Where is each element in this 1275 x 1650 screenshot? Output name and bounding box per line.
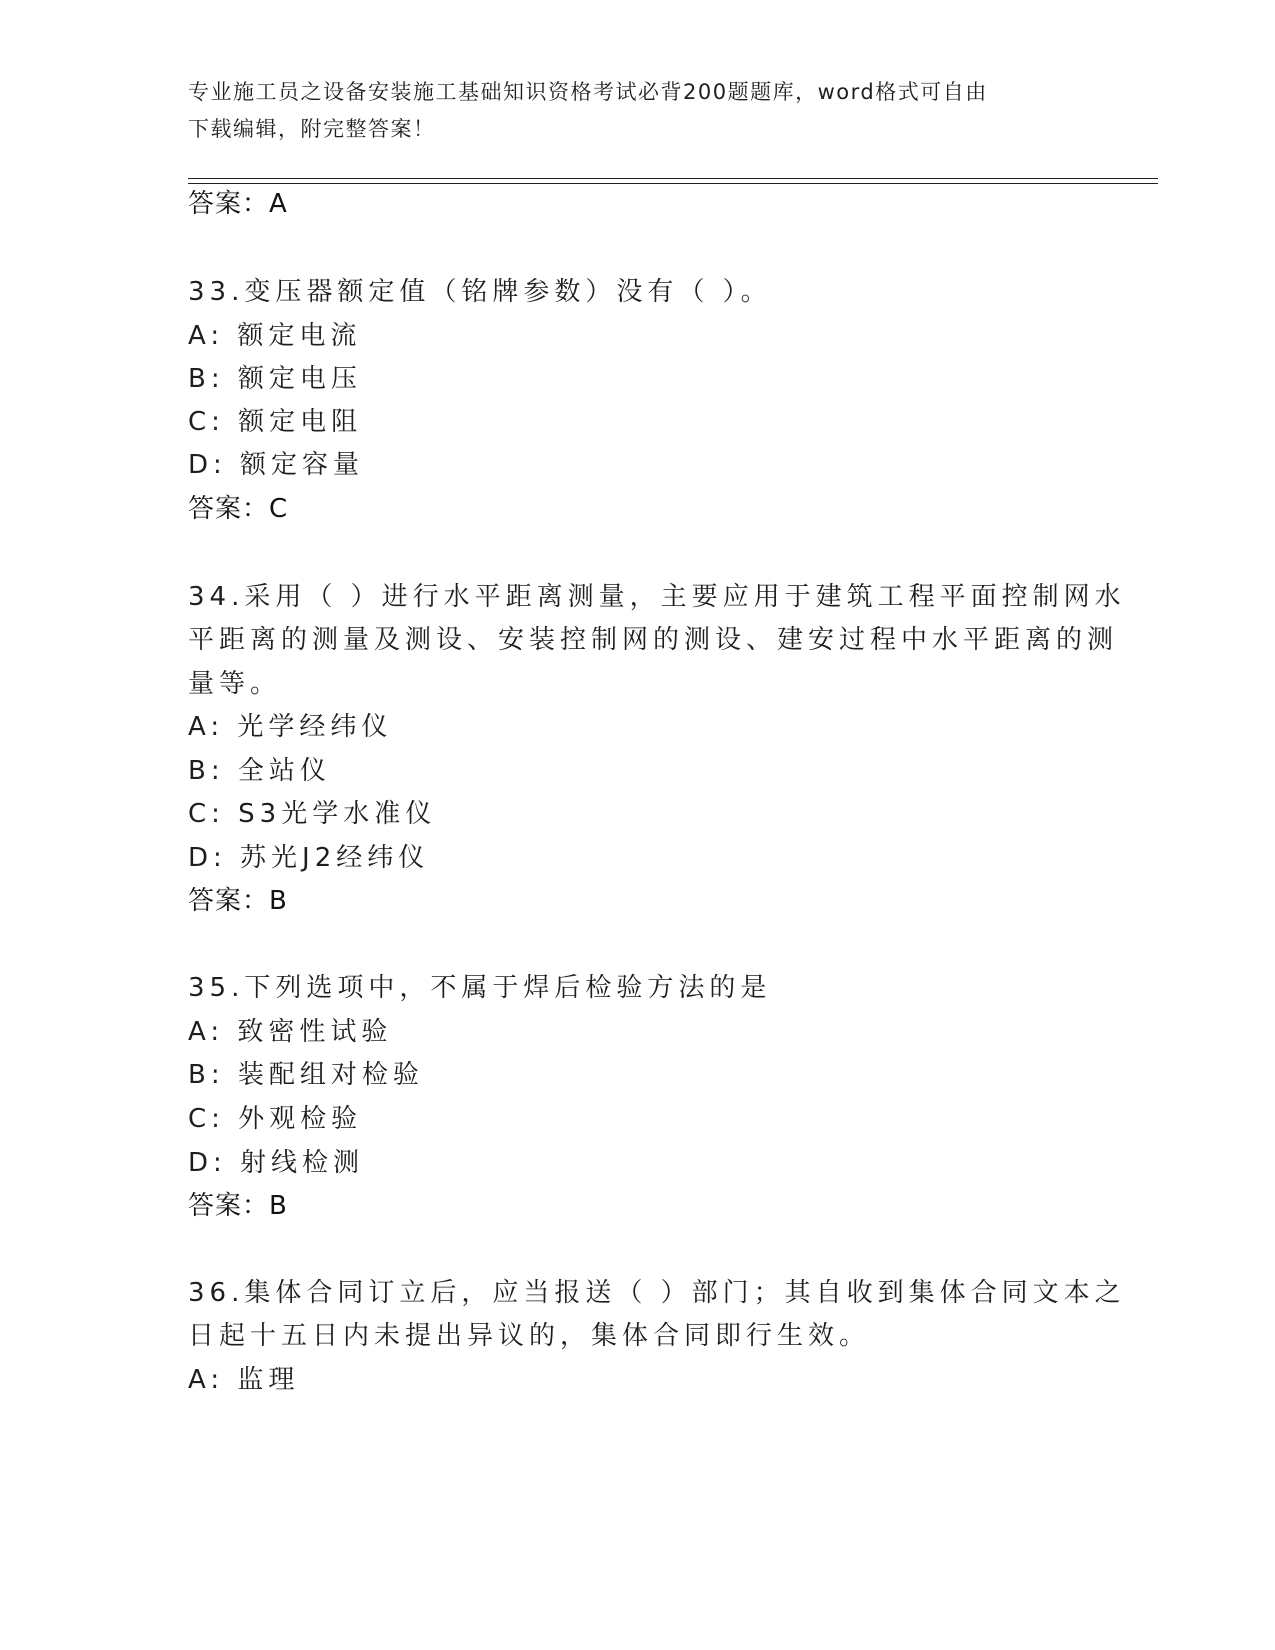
question-36-option-a: A: 监理 xyxy=(188,1365,300,1395)
question-35-option-a: A: 致密性试验 xyxy=(188,1017,393,1047)
answer-prev: 答案：A xyxy=(188,189,288,219)
question-33-answer: 答案：C xyxy=(188,494,289,524)
question-34-text-line-1: 34.采用（ ）进行水平距离测量，主要应用于建筑工程平面控制网水 xyxy=(188,582,1126,612)
question-33-option-d: D: 额定容量 xyxy=(188,450,365,480)
header-line-1: 专业施工员之设备安装施工基础知识资格考试必背200题题库，word格式可自由 xyxy=(188,80,988,104)
question-35-option-d: D: 射线检测 xyxy=(188,1148,365,1178)
document-header xyxy=(188,74,1068,148)
question-34-option-a: A: 光学经纬仪 xyxy=(188,712,393,742)
header-divider-bottom xyxy=(188,183,1158,184)
question-36-text-line-1: 36.集体合同订立后，应当报送（ ）部门；其自收到集体合同文本之 xyxy=(188,1278,1126,1308)
question-34-option-d: D: 苏光J2经纬仪 xyxy=(188,843,430,873)
question-33-option-a: A: 额定电流 xyxy=(188,321,362,351)
question-35-option-c: C: 外观检验 xyxy=(188,1104,363,1134)
header-divider-top xyxy=(188,178,1158,179)
question-34-option-b: B: 全站仪 xyxy=(188,756,331,786)
question-33-option-c: C: 额定电阻 xyxy=(188,407,363,437)
header-line-2: 下载编辑，附完整答案！ xyxy=(188,117,436,141)
question-33-text: 33.变压器额定值（铭牌参数）没有（ ）。 xyxy=(188,277,772,307)
question-34-text-line-2: 平距离的测量及测设、安装控制网的测设、建安过程中水平距离的测 xyxy=(188,625,1119,655)
question-33-option-b: B: 额定电压 xyxy=(188,364,362,394)
question-34-text-line-3: 量等。 xyxy=(188,669,282,699)
question-35-option-b: B: 装配组对检验 xyxy=(188,1060,424,1090)
question-34-option-c: C: S3光学水准仪 xyxy=(188,799,437,829)
question-36-text-line-2: 日起十五日内未提出异议的，集体合同即行生效。 xyxy=(188,1321,871,1351)
question-35-text: 35.下列选项中，不属于焊后检验方法的是 xyxy=(188,973,772,1003)
question-35-answer: 答案：B xyxy=(188,1191,288,1221)
question-34-answer: 答案：B xyxy=(188,886,288,916)
